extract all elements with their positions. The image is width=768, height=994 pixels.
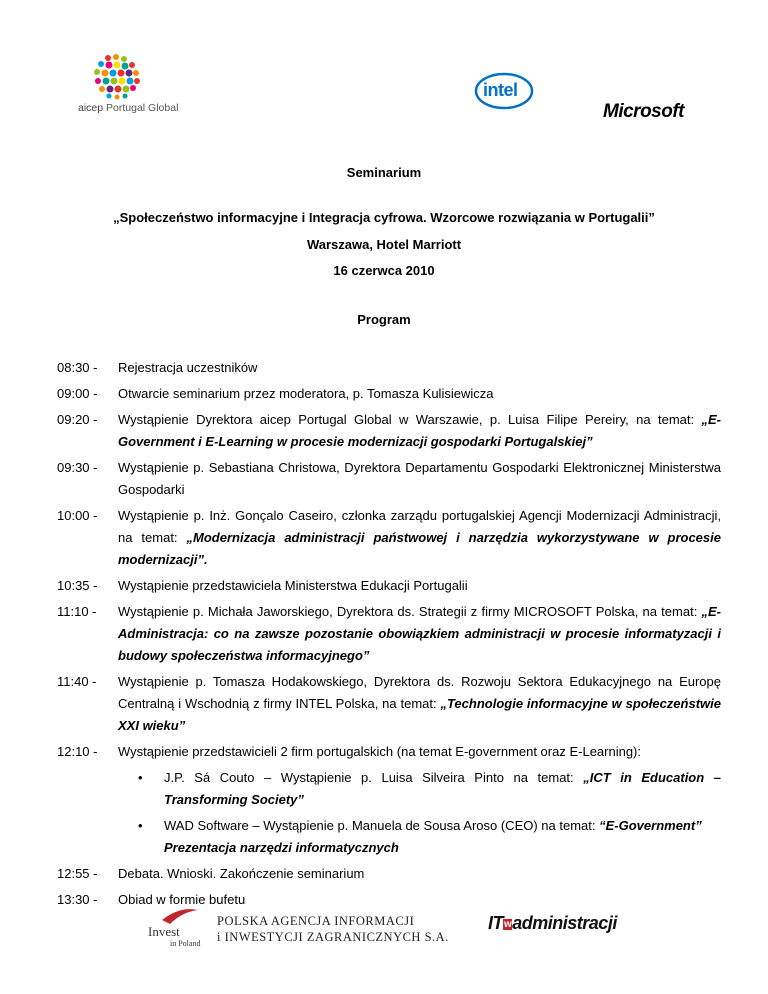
program-item [57, 383, 721, 405]
w-part: w [504, 919, 512, 930]
program-item [57, 601, 721, 667]
program-heading: Program [357, 312, 411, 327]
program-text: Wystąpienie p. Michała Jaworskiego, Dyrektora ds. Strategii z firmy MICROSOFT Polska, na temat: „E-Administracja: co na zawsze pozostanie obowiązkiem administracji w procesie informatyzacji i budowy społeczeństwa informacyjnego” [118, 604, 721, 663]
program-text: Debata. Wnioski. Zakończenie seminarium [118, 866, 365, 881]
it-w-administracji-logo [488, 913, 617, 934]
microsoft-logo: Microsoft [603, 101, 684, 122]
intel-text: intel [483, 80, 518, 100]
program-text: Obiad w formie bufetu [118, 892, 246, 907]
program-topic: „Technologie informacyjne w społeczeństwie XXI wieku” [118, 696, 721, 733]
bullet-icon: • [138, 770, 143, 785]
program-list [57, 357, 721, 911]
invest-in-poland-logo [148, 906, 218, 950]
bullet-text: J.P. Sá Couto – Wystąpienie p. Luisa Silveira Pinto na temat: „ICT in Education – Transforming Society” [164, 770, 721, 807]
program-text: Rejestracja uczestników [118, 360, 258, 375]
invest-swoosh-icon [160, 906, 200, 926]
program-time: 10:35 - [57, 578, 98, 593]
program-item [57, 671, 721, 737]
aicep-logo [78, 52, 198, 124]
invest-name: Invest [148, 924, 180, 939]
it-part: IT [488, 913, 503, 933]
program-item [57, 457, 721, 501]
program-time: 12:55 - [57, 866, 98, 881]
aicep-sub: Portugal Global [106, 102, 179, 114]
bullet-icon: • [138, 818, 143, 833]
program-time: 13:30 - [57, 892, 98, 907]
event-date: 16 czerwca 2010 [333, 263, 435, 278]
program-item [57, 409, 721, 453]
program-item [57, 741, 721, 763]
admin-part: administracji [512, 913, 617, 933]
program-text: Wystąpienie p. Inż. Gonçalo Caseiro, członka zarządu portugalskiej Agencji Modernizacji Administracji, na temat: „Modernizacja administracji państwowej i narzędzia wykorzystywane w procesie modernizacji”. [118, 508, 721, 567]
aicep-name: aicep [78, 102, 104, 114]
event-place: Warszawa, Hotel Marriott [306, 237, 462, 252]
program-text: Wystąpienie p. Sebastiana Christowa, Dyrektora Departamentu Gospodarki Elektronicznej Ministerstwa Gospodarki [118, 460, 721, 497]
program-item [57, 575, 721, 597]
program-time: 11:10 - [57, 604, 97, 619]
program-text: Wystąpienie Dyrektora aicep Portugal Global w Warszawie, p. Luisa Filipe Pereiry, na temat: „E-Government i E-Learning w procesie modernizacji gospodarki Portugalskiej” [118, 412, 722, 449]
bullet-topic: “E-Government” Prezentacja narzędzi informatycznych [164, 818, 702, 855]
program-time: 09:20 - [57, 412, 98, 427]
bullet-item [118, 815, 721, 859]
program-time: 09:00 - [57, 386, 98, 401]
program-text: Wystąpienie przedstawicieli 2 firm portugalskich (na temat E-government oraz E-Learning): [118, 744, 641, 759]
program-item [57, 863, 721, 885]
program-time: 09:30 - [57, 460, 98, 475]
program-time: 10:00 - [57, 508, 98, 523]
paiz-line1: POLSKA AGENCJA INFORMACJI [217, 914, 415, 928]
intel-logo [473, 70, 535, 112]
bullet-topic: „ICT in Education – Transforming Society” [164, 770, 721, 807]
program-item [57, 357, 721, 379]
paiz-line2: i INWESTYCJI ZAGRANICZNYCH S.A. [217, 930, 449, 944]
program-time: 11:40 - [57, 674, 97, 689]
bullet-text: WAD Software – Wystąpienie p. Manuela de Sousa Aroso (CEO) na temat: “E-Government” Prezentacja narzędzi informatycznych [164, 818, 702, 855]
program-text: Wystąpienie p. Tomasza Hodakowskiego, Dyrektora ds. Rozwoju Sektora Edukacyjnego na Europę Centralną i Wschodnią z firmy INTEL Polska, na temat: „Technologie informacyjne w społeczeństwie XXI wieku” [118, 674, 721, 733]
program-topic: „E-Government i E-Learning w procesie modernizacji gospodarki Portugalskiej” [118, 412, 722, 449]
program-time: 08:30 - [57, 360, 98, 375]
program-topic: „E-Administracja: co na zawsze pozostanie obowiązkiem administracji w procesie informatyzacji i budowy społeczeństwa informacyjnego” [118, 604, 721, 663]
aicep-wordmark [78, 102, 198, 114]
bullet-item [118, 767, 721, 811]
event-type: Seminarium [346, 165, 422, 180]
aicep-dots-icon [86, 52, 146, 100]
program-time: 12:10 - [57, 744, 98, 759]
paiz-name [217, 913, 449, 945]
program-text: Otwarcie seminarium przez moderatora, p. Tomasza Kulisiewicza [118, 386, 494, 401]
program-item [57, 505, 721, 571]
invest-sub: in Poland [170, 939, 201, 948]
program-topic: „Modernizacja administracji państwowej i narzędzia wykorzystywane w procesie modernizacji”. [118, 530, 721, 567]
program-text: Wystąpienie przedstawiciela Ministerstwa Edukacji Portugalii [118, 578, 468, 593]
event-title: „Społeczeństwo informacyjne i Integracja cyfrowa. Wzorcowe rozwiązania w Portugalii” [113, 210, 655, 225]
